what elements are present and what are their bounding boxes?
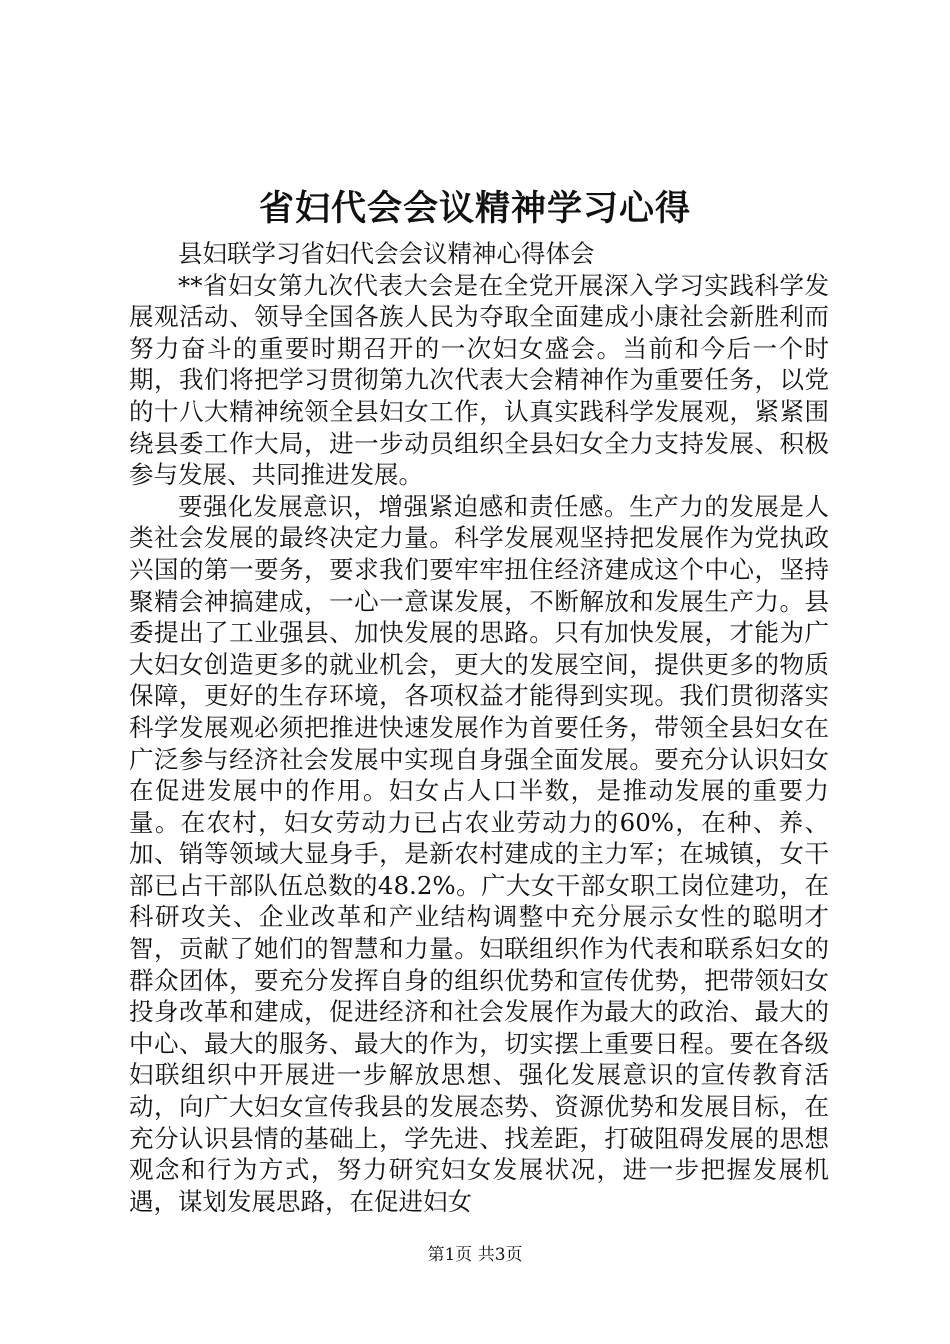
page-number-footer: 第1页 共3页 <box>427 1245 523 1265</box>
body-paragraph: 要强化发展意识，增强紧迫感和责任感。生产力的发展是人类社会发展的最终决定力量。科学发展观坚持把发展作为党执政兴国的第一要务，要求我们要牢牢扭住经济建成这个中心，坚持聚精会神搞建成，一心一意谋发展，不断解放和发展生产力。县委提出了工业强县、加快发展的思路。只有加快发展，才能为广大妇女创造更多的就业机会，更大的发展空间，提供更多的物质保障，更好的生存环境，各项权益才能得到实现。我们贯彻落实科学发展观必须把推进快速发展作为首要任务，带领全县妇女在广泛参与经济社会发展中实现自身强全面发展。要充分认识妇女在促进发展中的作用。妇女占人口半数，是推动发展的重要力量。在农村，妇女劳动力已占农业劳动力的60%，在种、养、加、销等领域大显身手，是新农村建成的主力军；在城镇，女干部已占干部队伍总数的48.2%。广大女干部女职工岗位建功，在科研攻关、企业改革和产业结构调整中充分展示女性的聪明才智，贡献了她们的智慧和力量。妇联组织作为代表和联系妇女的群众团体，要充分发挥自身的组织优势和宣传优势，把带领妇女投身改革和建成，促进经济和社会发展作为最大的政治、最大的中心、最大的服务、最大的作为，切实摆上重要日程。要在各级妇联组织中开展进一步解放思想、强化发展意识的宣传教育活动，向广大妇女宣传我县的发展态势、资源优势和发展目标，在充分认识县情的基础上，学先进、找差距，打破阻碍发展的思想观念和行为方式，努力研究妇女发展状况，进一步把握发展机遇，谋划发展思路，在促进妇女 <box>129 491 829 1216</box>
document-title: 省妇代会会议精神学习心得 <box>258 188 691 229</box>
body-paragraph: **省妇女第九次代表大会是在全党开展深入学习实践科学发展观活动、领导全国各族人民为夺取全面建成小康社会新胜利而努力奋斗的重要时期召开的一次妇女盛会。当前和今后一个时期，我们将把学习贯彻第九次代表大会精神作为重要任务，以党的十八大精神统领全县妇女工作，认真实践科学发展观，紧紧围绕县委工作大局，进一步动员组织全县妇女全力支持发展、积极参与发展、共同推进发展。 <box>129 270 829 490</box>
subtitle-paragraph: 县妇联学习省妇代会会议精神心得体会 <box>178 239 595 268</box>
document-body <box>129 238 829 1217</box>
